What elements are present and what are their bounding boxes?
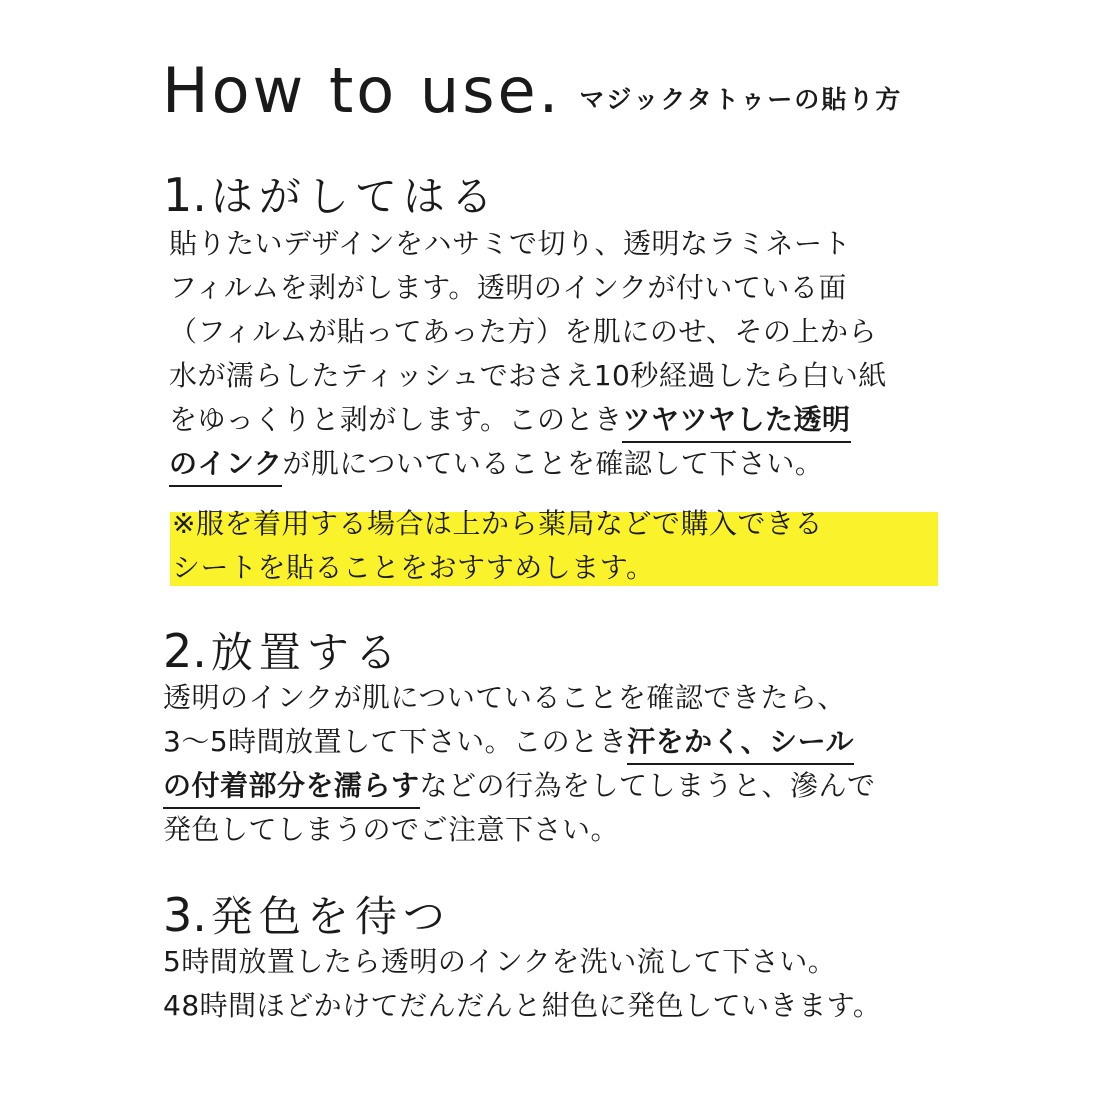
step-1-heading: はがしてはる <box>210 172 499 221</box>
step-2-heading: 放置する <box>210 628 403 677</box>
step-2-body <box>163 681 876 860</box>
step-2-title <box>163 624 963 678</box>
step-2-line-4: 発色してしまうのでご注意下さい。 <box>163 813 620 846</box>
step-3-heading: 発色を待つ <box>210 892 451 941</box>
step-3-body <box>163 945 882 1036</box>
page-title: How to use. <box>162 54 562 127</box>
step-1-number: 1. <box>163 168 207 222</box>
step-1-line-3: （フィルムが貼ってあった方）を肌にのせ、その上から <box>169 315 878 348</box>
step-2-number: 2. <box>163 624 207 678</box>
step-3-number: 3. <box>163 888 207 942</box>
step-3-title <box>163 888 963 942</box>
emphasis-text: の付着部分を濡らす <box>163 769 420 809</box>
caution-line-1: ※服を着用する場合は上から薬局などで購入できる <box>172 507 823 540</box>
step-1-line-4: 水が濡らしたティッシュでおさえ10秒経過したら白い紙 <box>169 359 887 392</box>
step-1 <box>163 168 963 480</box>
step-1-body <box>169 227 887 494</box>
emphasis-text: のインク <box>169 447 282 487</box>
emphasis-text: ツヤツヤした透明 <box>622 403 850 443</box>
step-1-title <box>163 168 963 222</box>
step-3-line-1: 5時間放置したら透明のインクを洗い流して下さい。 <box>163 945 837 978</box>
step-1-line-2: フィルムを剥がします。透明のインクが付いている面 <box>169 271 847 304</box>
emphasis-text: 汗をかく、シール <box>627 725 854 765</box>
caution-note <box>170 507 938 586</box>
page-header <box>162 54 903 127</box>
step-3-line-2: 48時間ほどかけてだんだんと紺色に発色していきます。 <box>163 989 882 1022</box>
step-2-line-1: 透明のインクが肌についていることを確認できたら、 <box>163 681 846 714</box>
step-2 <box>163 624 963 846</box>
step-2-line-3: の付着部分を濡らすなどの行為をしてしまうと、滲んで <box>163 772 876 816</box>
step-1-line-6: のインクが肌についていることを確認して下さい。 <box>169 450 887 494</box>
step-2-line-2: 3〜5時間放置して下さい。このとき汗をかく、シール <box>163 728 876 772</box>
step-3 <box>163 888 963 1022</box>
step-1-line-5: をゆっくりと剥がします。このときツヤツヤした透明 <box>169 406 887 450</box>
caution-line-2: シートを貼ることをおすすめします。 <box>172 551 655 584</box>
step-1-line-1: 貼りたいデザインをハサミで切り、透明なラミネート <box>169 227 852 260</box>
page-subtitle: マジックタトゥーの貼り方 <box>579 85 903 114</box>
